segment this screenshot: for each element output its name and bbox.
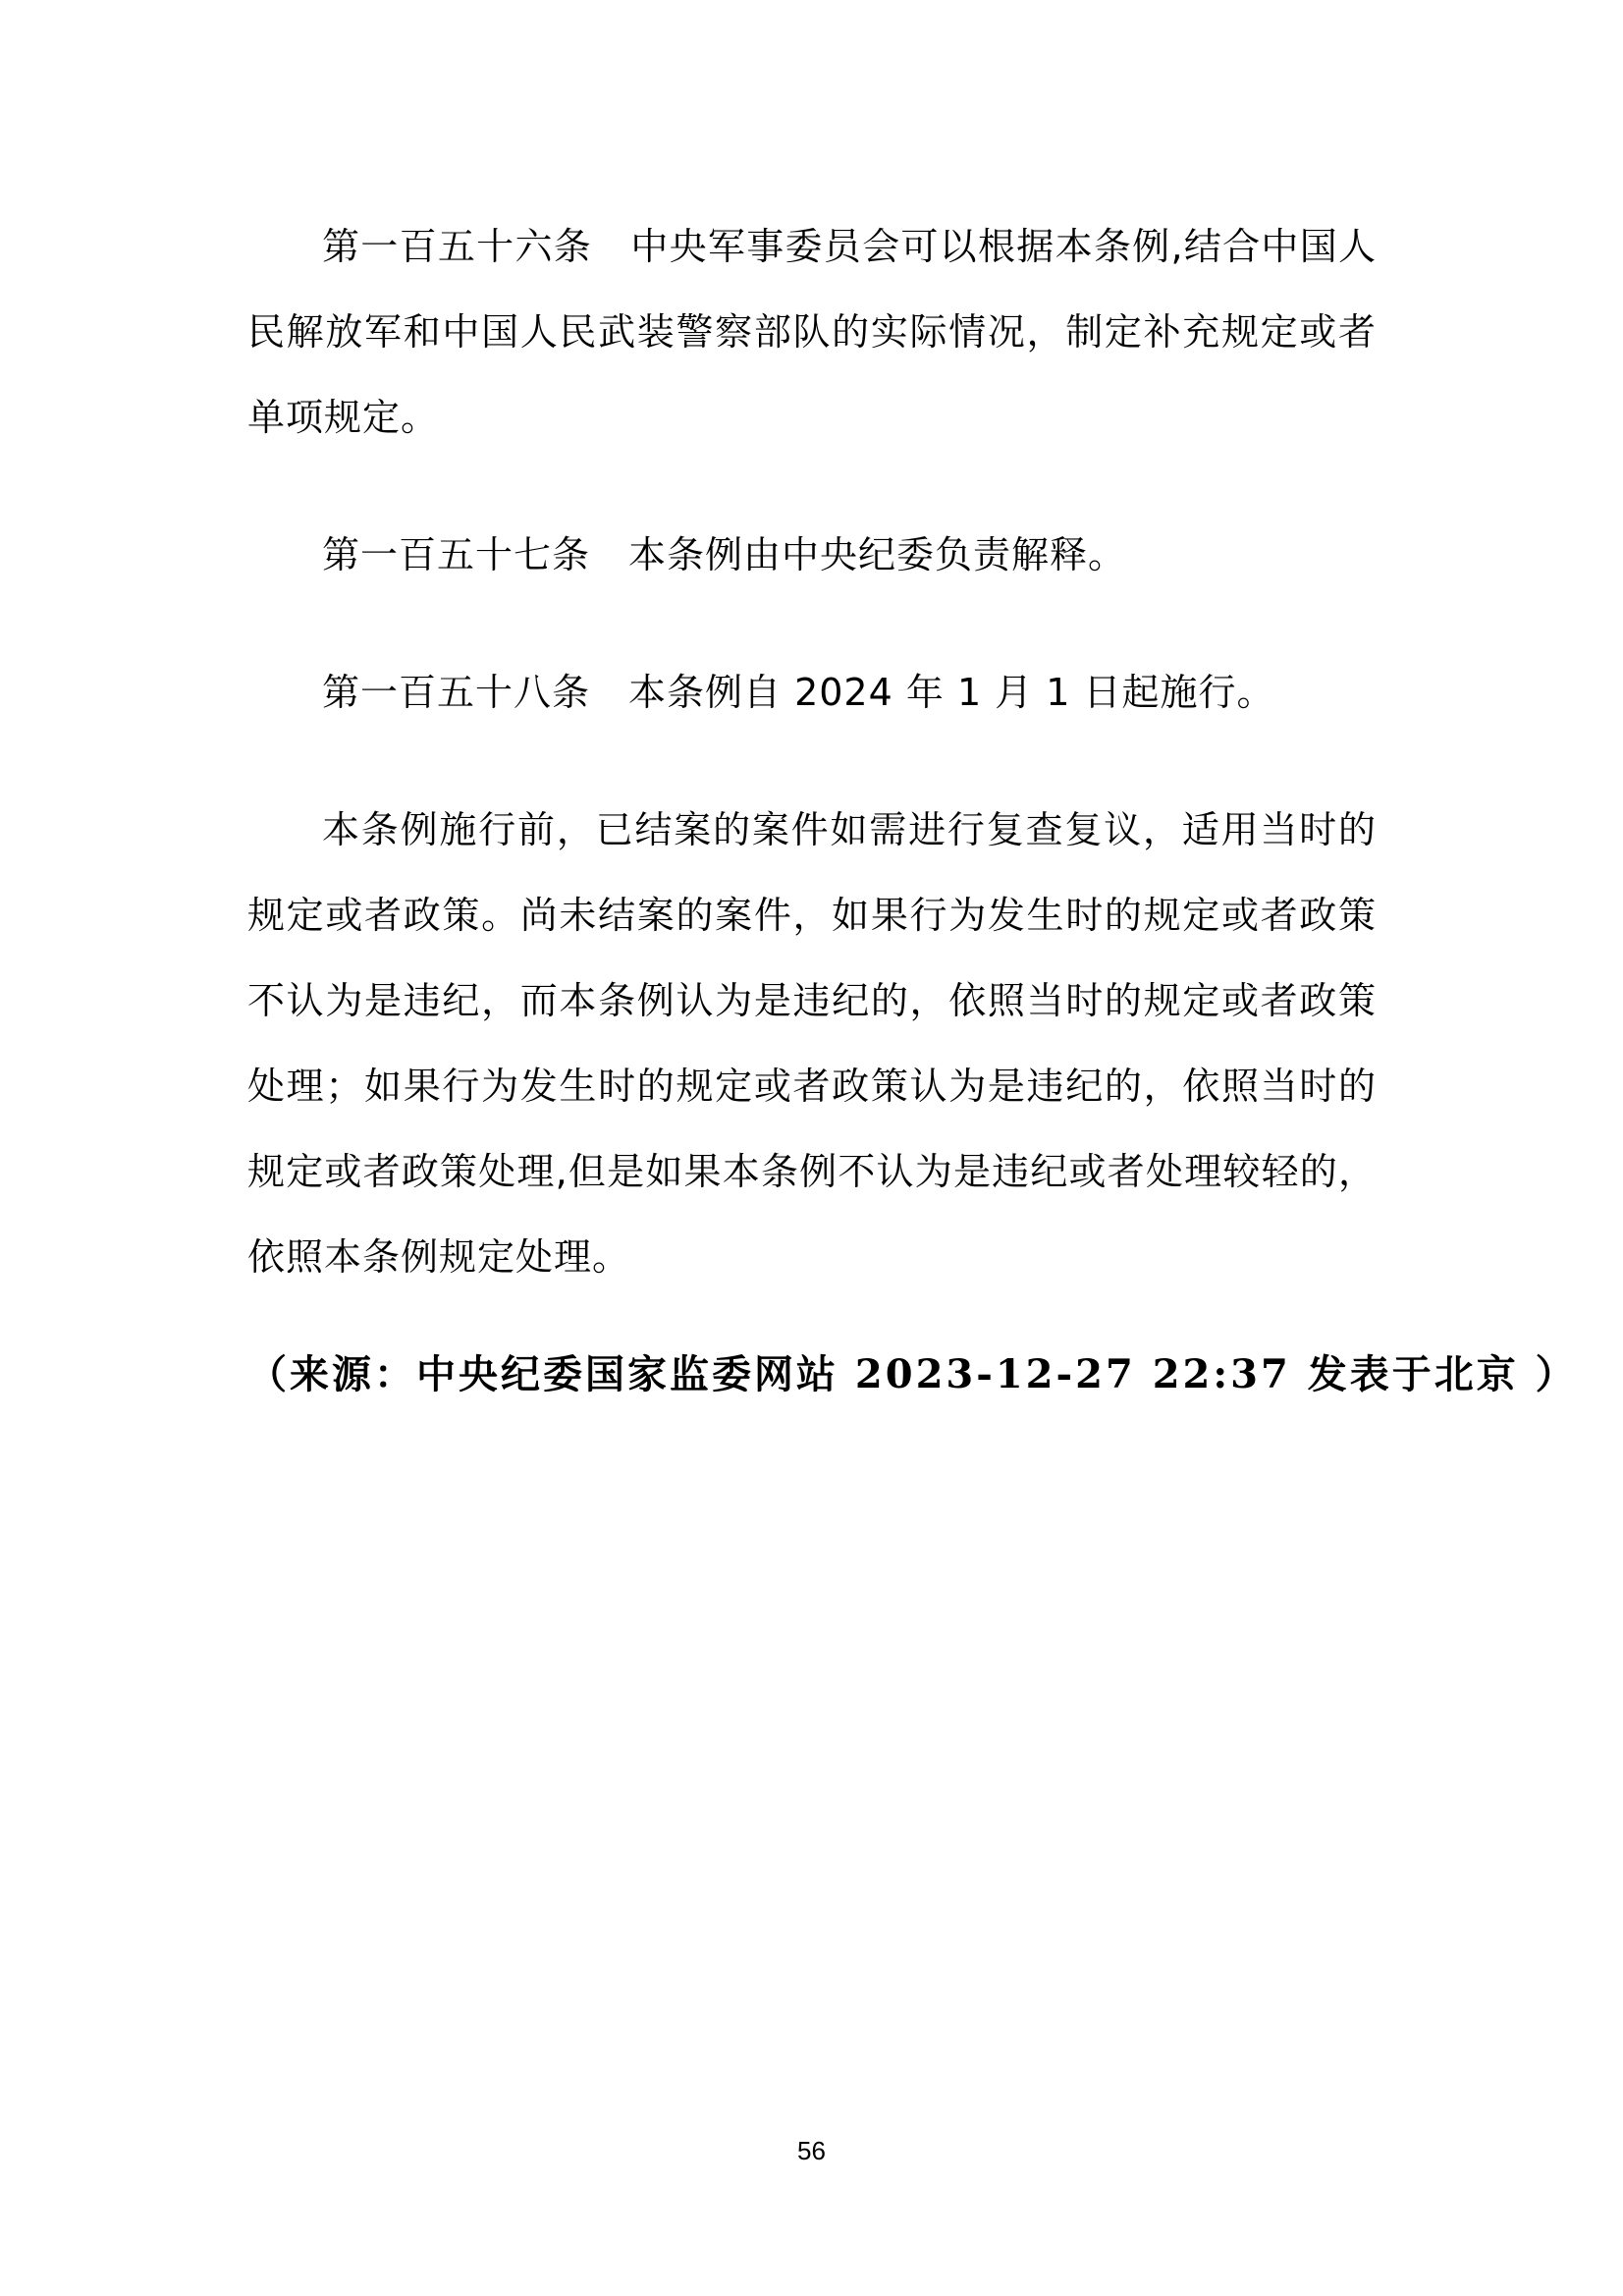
document-body bbox=[247, 204, 1377, 1300]
article-156-paragraph: 第一百五十六条 中央军事委员会可以根据本条例,结合中国人民解放军和中国人民武装警察部队的实际情况，制定补充规定或者单项规定。 bbox=[247, 225, 1377, 439]
article-158-paragraph: 第一百五十八条 本条例自 2024 年 1 月 1 日起施行。 bbox=[322, 671, 1275, 714]
source-note: （来源：中央纪委国家监委网站 2023-12-27 22:37 发表于北京 ） bbox=[247, 1351, 1578, 1397]
page-number: 56 bbox=[797, 2136, 826, 2165]
article-157-paragraph: 第一百五十七条 本条例由中央纪委负责解释。 bbox=[322, 533, 1127, 576]
transition-rules-paragraph: 本条例施行前，已结案的案件如需进行复查复议，适用当时的规定或者政策。尚未结案的案件，如果行为发生时的规定或者政策不认为是违纪，而本条例认为是违纪的，依照当时的规定或者政策处理；如果行为发生时的规定或者政策认为是违纪的，依照当时的规定或者政策处理,但是如果本条例不认为是违纪或者处理较轻的，依照本条例规定处理。 bbox=[247, 808, 1377, 1279]
